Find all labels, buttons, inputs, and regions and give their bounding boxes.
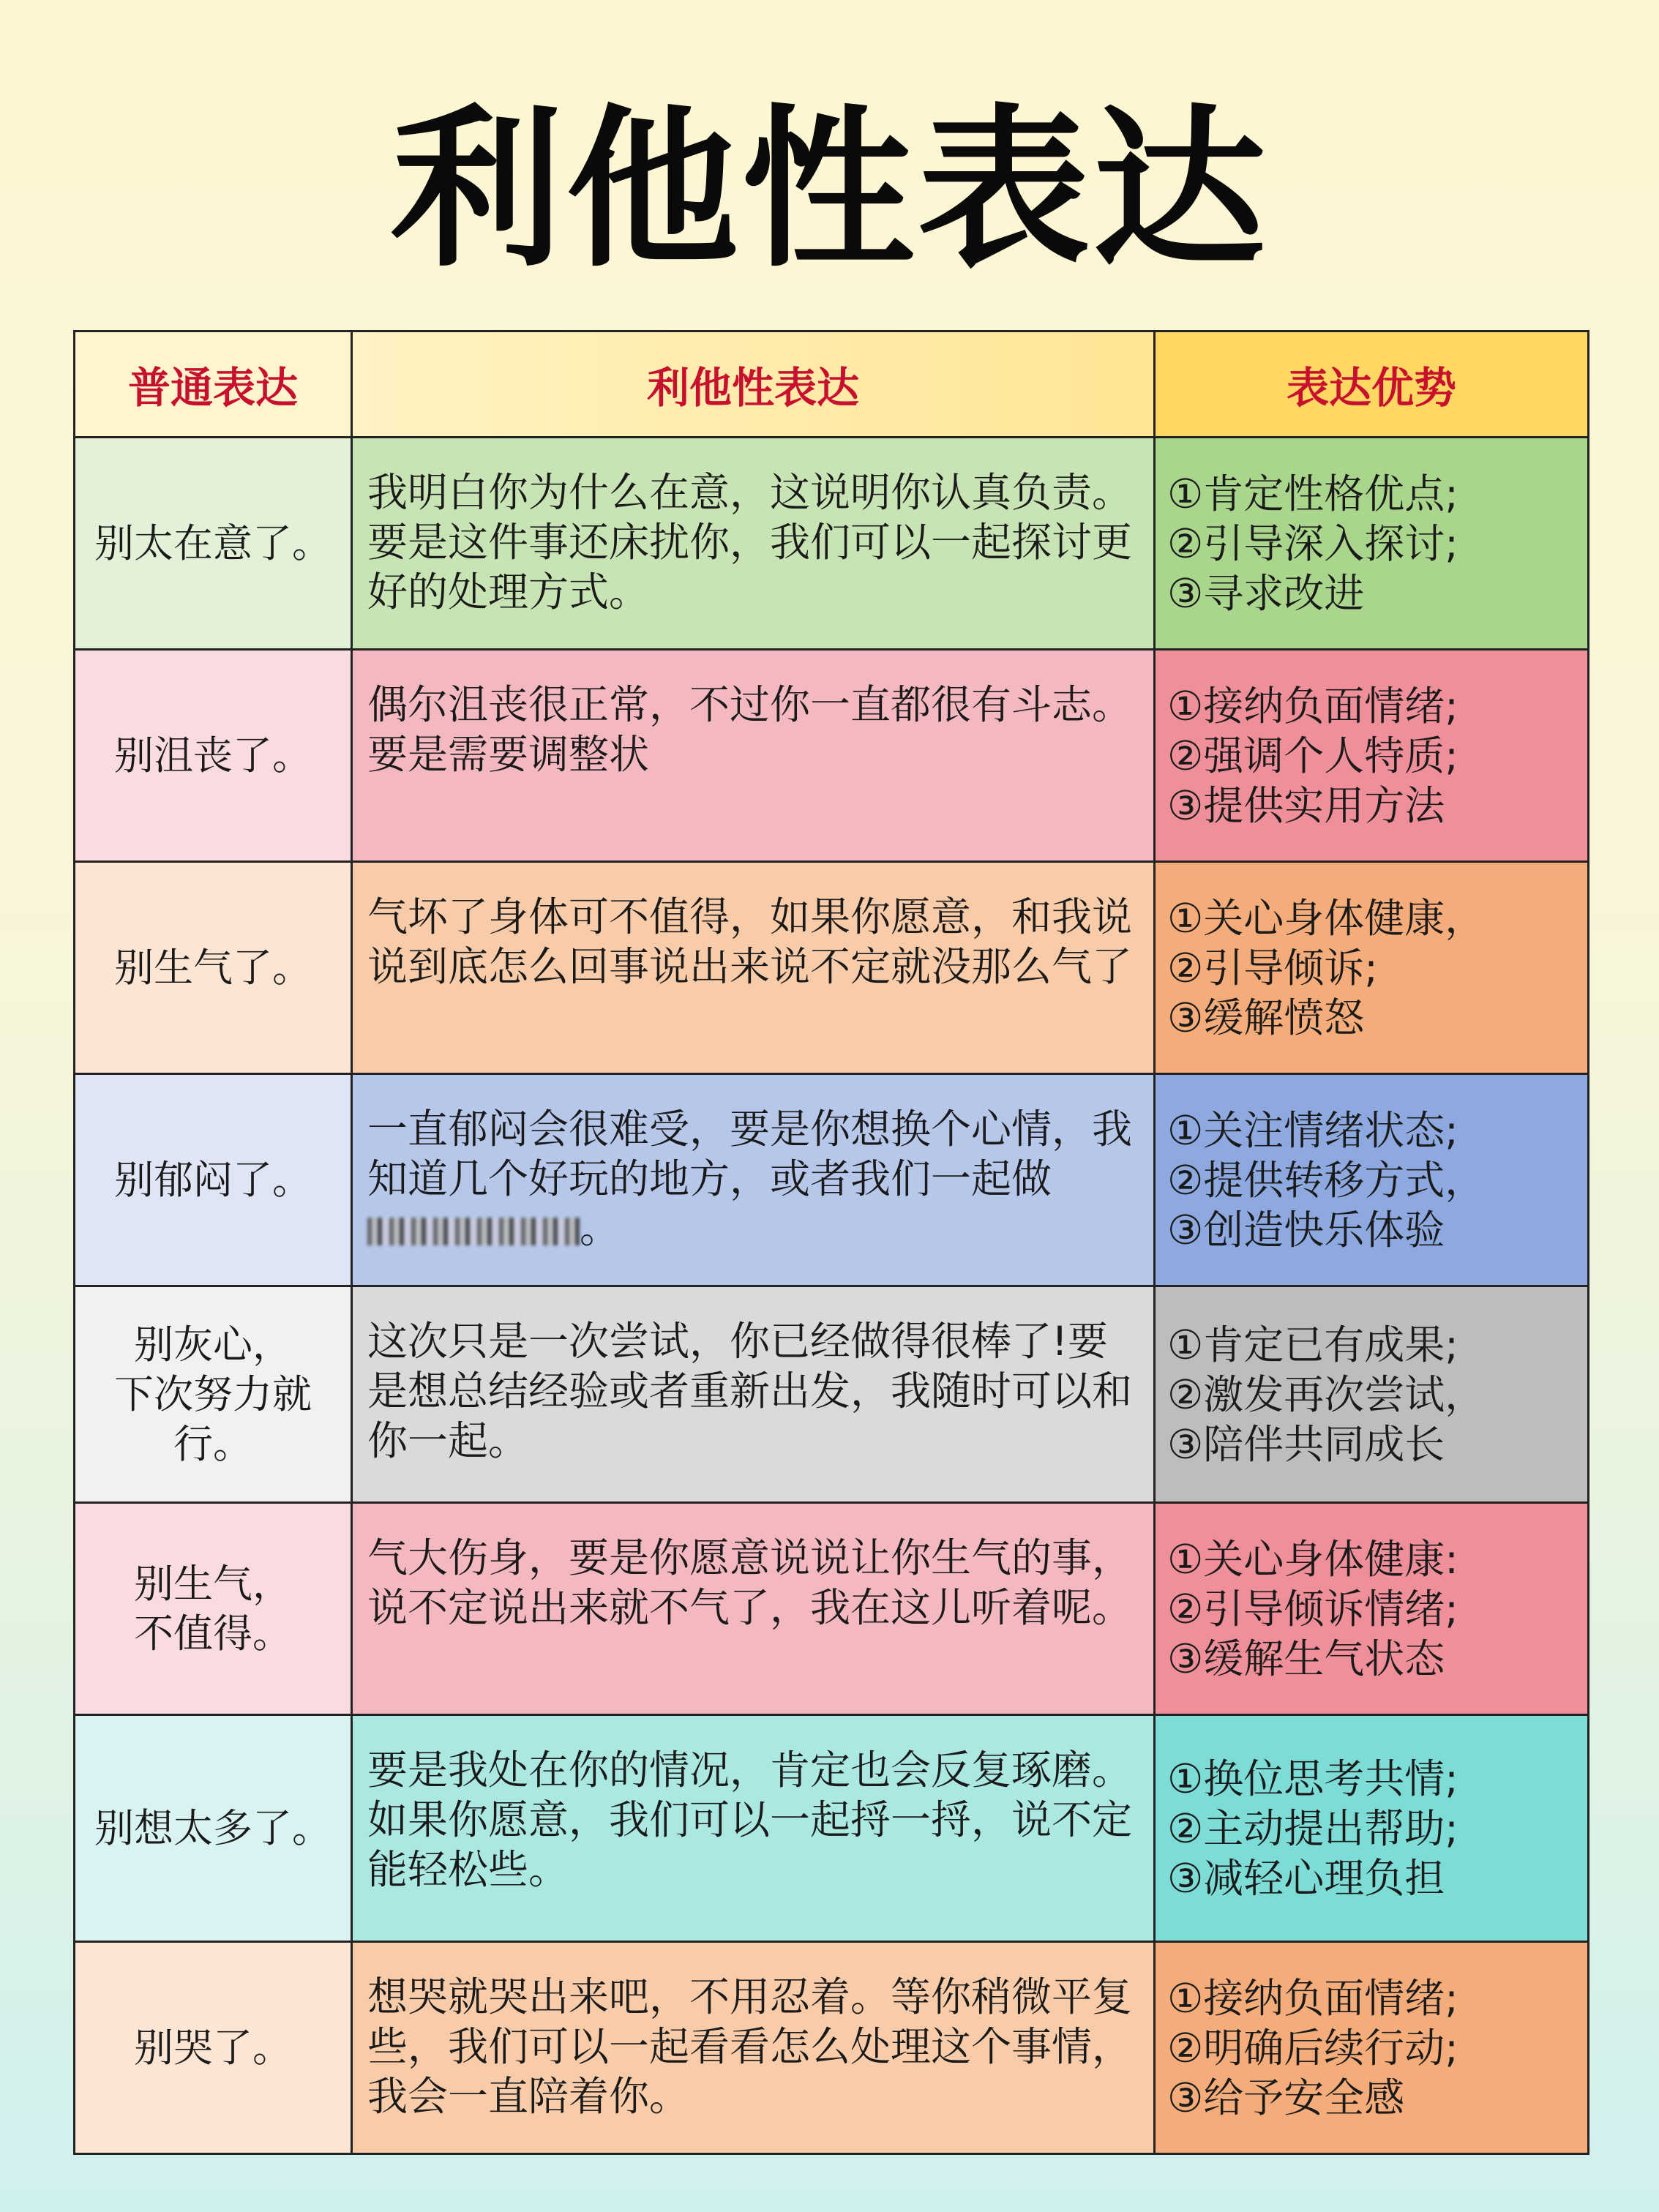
comparison-table [73,330,1589,2155]
plain-expression: 别灰心， 下次努力就行。 [75,1287,353,1504]
advantage-item: ③创造快乐体验 [1167,1206,1445,1253]
advantage-item: ②主动提出帮助; [1167,1804,1458,1852]
advantage-item: ②引导倾诉; [1167,944,1378,991]
plain-expression: 别生气， 不值得。 [75,1504,353,1716]
altruistic-expression [353,1716,1156,1943]
altruistic-expression [353,1287,1156,1504]
advantage-item: ①换位思考共情; [1167,1755,1458,1802]
advantage-item: ①关心身体健康， [1167,894,1486,942]
altruistic-expression [353,438,1156,651]
advantages-list [1156,438,1587,651]
advantage-item: ③寻求改进 [1167,569,1365,617]
blurred-text-redaction [367,1218,580,1245]
advantage-item: ②引导倾诉情绪; [1167,1585,1458,1632]
advantages-list [1156,651,1587,863]
altruistic-text: 要是我处在你的情况，肯定也会反复琢磨。如果你愿意，我们可以一起捋一捋，说不定能轻松些。 [367,1747,1133,1893]
plain-expression: 别沮丧了。 [75,651,353,863]
plain-expression: 别想太多了。 [75,1716,353,1943]
header-advantages: 表达优势 [1156,332,1587,438]
altruistic-expression [353,1943,1156,2153]
advantages-list [1156,1287,1587,1504]
plain-expression: 别郁闷了。 [75,1075,353,1287]
altruistic-text: 我明白你为什么在意，这说明你认真负责。要是这件事还床扰你，我们可以一起探讨更好的处理方式。 [367,469,1133,615]
plain-expression: 别哭了。 [75,1943,353,2153]
altruistic-text: 气大伤身，要是你愿意说说让你生气的事，说不定说出来就不气了，我在这儿听着呢。 [367,1534,1133,1631]
advantages-list [1156,863,1587,1075]
altruistic-text: 偶尔沮丧很正常，不过你一直都很有斗志。要是需要调整状 [367,681,1133,778]
advantage-item: ①肯定已有成果; [1167,1321,1458,1368]
altruistic-expression [353,863,1156,1075]
advantages-list [1156,1075,1587,1287]
altruistic-text: 想哭就哭出来吧，不用忍着。等你稍微平复些，我们可以一起看看怎么处理这个事情，我会一直陪着你。 [367,1973,1133,2120]
advantages-list [1156,1504,1587,1716]
advantage-item: ③减轻心理负担 [1167,1854,1445,1902]
advantage-item: ③缓解愤怒 [1167,994,1365,1041]
plain-expression: 别生气了。 [75,863,353,1075]
page-title: 利他性表达 [390,89,1269,290]
advantage-item: ①肯定性格优点; [1167,470,1458,517]
advantage-item: ③缓解生气状态 [1167,1635,1445,1682]
advantage-item: ③提供实用方法 [1167,781,1445,829]
header-plain: 普通表达 [75,332,353,438]
advantage-item: ②激发再次尝试， [1167,1371,1486,1418]
altruistic-expression [353,651,1156,863]
advantage-item: ①接纳负面情绪; [1167,1974,1458,2022]
advantage-item: ②明确后续行动; [1167,2024,1458,2072]
altruistic-text-end: 。 [580,1205,621,1252]
advantage-item: ①关注情绪状态; [1167,1106,1458,1154]
altruistic-expression [353,1075,1156,1287]
header-altruistic: 利他性表达 [353,332,1156,438]
altruistic-text: 这次只是一次尝试，你已经做得很棒了!要是想总结经验或者重新出发，我随时可以和你一起。 [367,1318,1133,1464]
advantage-item: ②强调个人特质; [1167,732,1458,779]
advantage-item: ②引导深入探讨; [1167,520,1458,567]
advantages-list [1156,1943,1587,2153]
advantage-item: ③陪伴共同成长 [1167,1420,1445,1468]
altruistic-text: 气坏了身体可不值得，如果你愿意，和我说说到底怎么回事说出来说不定就没那么气了 [367,893,1133,990]
advantage-item: ③给予安全感 [1167,2074,1405,2121]
advantage-item: ①关心身体健康: [1167,1535,1458,1583]
advantage-item: ①接纳负面情绪; [1167,682,1458,730]
plain-expression: 别太在意了。 [75,438,353,651]
altruistic-expression [353,1504,1156,1716]
altruistic-text: 一直郁闷会很难受，要是你想换个心情，我知道几个好玩的地方，或者我们一起做 [367,1106,1133,1202]
advantages-list [1156,1716,1587,1943]
advantage-item: ②提供转移方式， [1167,1156,1486,1204]
